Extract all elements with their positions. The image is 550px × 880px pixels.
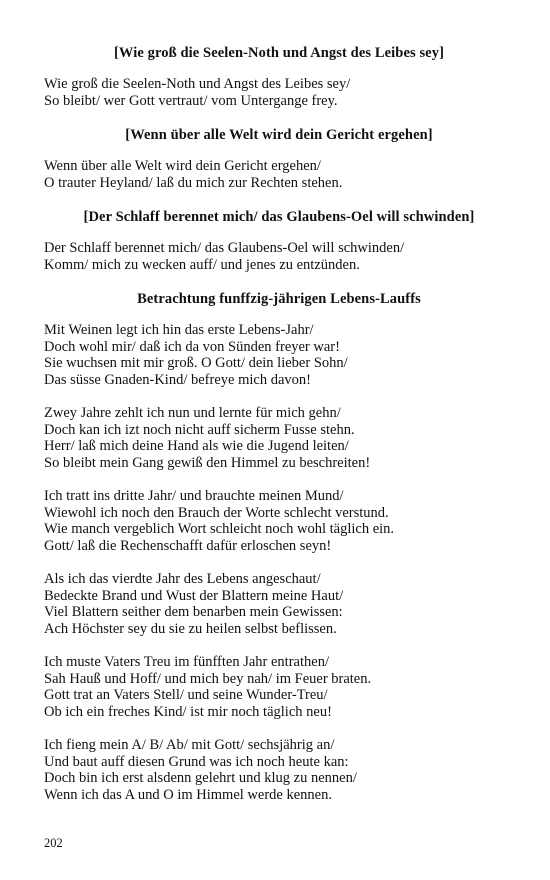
epigram-1 [44, 44, 514, 109]
verse-line: Viel Blattern seither dem benarben mein Gewissen: [44, 604, 343, 620]
verse-line: Ich muste Vaters Treu im fünfften Jahr entrathen/ [44, 654, 329, 670]
epigram-lines [44, 240, 514, 273]
verse-line: Bedeckte Brand und Wust der Blattern meine Haut/ [44, 587, 344, 604]
verse-line: Wenn ich das A und O im Himmel werde kennen. [44, 786, 332, 803]
verse-line: Ach Höchster sey du sie zu heilen selbst beflissen. [44, 620, 337, 637]
verse-line: O trauter Heyland/ laß du mich zur Rechten stehen. [44, 174, 343, 191]
verse-line: Wiewohl ich noch den Brauch der Worte schlecht verstund. [44, 504, 389, 521]
stanza-4 [44, 571, 514, 637]
epigram-title: [Der Schlaff berennet mich/ das Glaubens-Oel will schwinden] [83, 209, 475, 225]
verse-line: Wie groß die Seelen-Noth und Angst des Leibes sey/ [44, 76, 351, 92]
verse-line: Der Schlaff berennet mich/ das Glaubens-Oel will schwinden/ [44, 240, 405, 256]
poem [44, 290, 514, 803]
epigram-lines [44, 158, 514, 191]
stanza-6 [44, 737, 514, 803]
verse-line: Gott trat an Vaters Stell/ und seine Wunder-Treu/ [44, 687, 328, 703]
stanza-3 [44, 488, 514, 554]
stanza-2 [44, 405, 514, 471]
epigram-3 [44, 208, 514, 273]
verse-line: Ob ich ein freches Kind/ ist mir noch täglich neu! [44, 703, 332, 720]
verse-line: So bleibt mein Gang gewiß den Himmel zu beschreiten! [44, 454, 371, 471]
verse-line: Doch wohl mir/ daß ich da von Sünden freyer war! [44, 338, 340, 355]
verse-line: Sah Hauß und Hoff/ und mich bey nah/ im Feuer braten. [44, 670, 372, 687]
verse-line: Zwey Jahre zehlt ich nun und lernte für mich gehn/ [44, 405, 341, 421]
verse-line: Gott/ laß die Rechenschafft dafür erloschen seyn! [44, 537, 332, 554]
verse-line: Herr/ laß mich deine Hand als wie die Jugend leiten/ [44, 438, 349, 454]
verse-line: Wie manch vergeblich Wort schleicht noch wohl täglich ein. [44, 521, 395, 537]
epigram-lines [44, 76, 514, 109]
poem-title: Betrachtung funffzig-jährigen Lebens-Lauffs [137, 291, 421, 307]
verse-line: Doch bin ich erst alsdenn gelehrt und klug zu nennen/ [44, 770, 357, 786]
page-number: 202 [44, 836, 63, 850]
verse-line: Sie wuchsen mit mir groß. O Gott/ dein lieber Sohn/ [44, 355, 348, 371]
stanza-1 [44, 322, 514, 388]
epigram-2 [44, 126, 514, 191]
verse-line: Doch kan ich izt noch nicht auff sicherm Fusse stehn. [44, 421, 355, 438]
verse-line: Komm/ mich zu wecken auff/ und jenes zu entzünden. [44, 256, 360, 273]
verse-line: Das süsse Gnaden-Kind/ befreye mich davon! [44, 371, 311, 388]
epigram-title: [Wenn über alle Welt wird dein Gericht ergehen] [125, 127, 433, 143]
document-page [44, 44, 514, 803]
stanza-5 [44, 654, 514, 720]
epigram-title: [Wie groß die Seelen-Noth und Angst des Leibes sey] [113, 45, 445, 61]
verse-line: So bleibt/ wer Gott vertraut/ vom Untergange frey. [44, 92, 338, 109]
verse-line: Wenn über alle Welt wird dein Gericht ergehen/ [44, 158, 321, 174]
verse-line: Als ich das vierdte Jahr des Lebens angeschaut/ [44, 571, 321, 587]
verse-line: Mit Weinen legt ich hin das erste Lebens-Jahr/ [44, 322, 314, 338]
verse-line: Und baut auff diesen Grund was ich noch heute kan: [44, 753, 349, 770]
verse-line: Ich tratt ins dritte Jahr/ und brauchte meinen Mund/ [44, 488, 344, 504]
verse-line: Ich fieng mein A/ B/ Ab/ mit Gott/ sechsjährig an/ [44, 737, 335, 753]
